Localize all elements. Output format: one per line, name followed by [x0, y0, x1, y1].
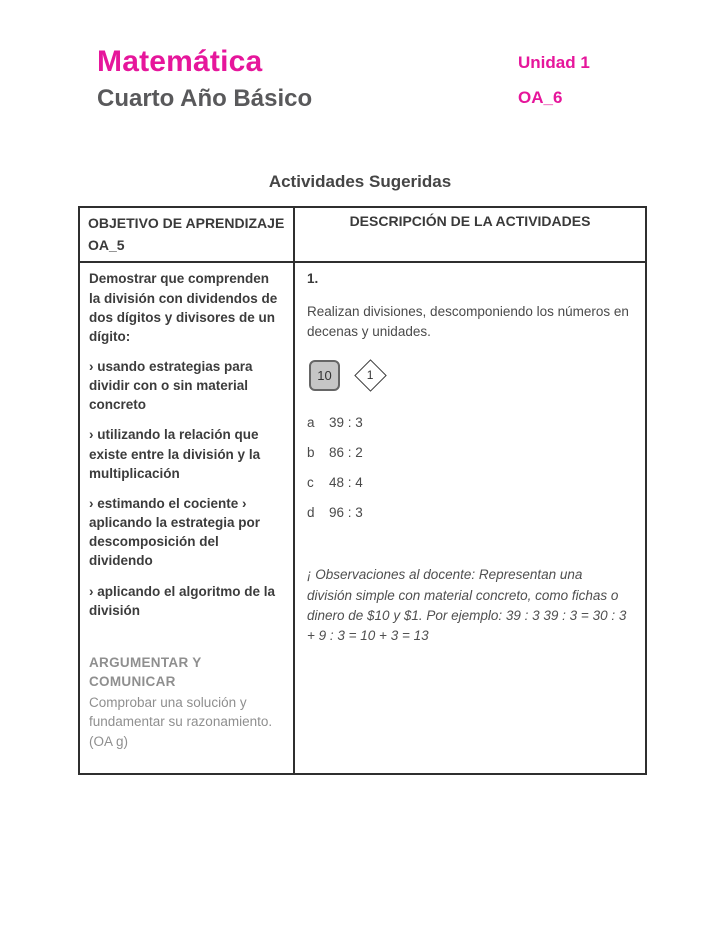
exercise-letter: b [307, 445, 315, 461]
activity-description: Realizan divisiones, descomponiendo los números en decenas y unidades. [307, 304, 629, 340]
exercise-row [307, 473, 633, 503]
oa-label: OA_6 [518, 88, 563, 107]
exercise-expression: 48 : 4 [329, 475, 363, 491]
doc-title: Matemática [97, 45, 263, 78]
objective-intro: Demostrar que comprenden la división con dividendos de dos dígitos y divisores de un dígito: [89, 271, 278, 344]
section-title: Actividades Sugeridas [268, 172, 452, 191]
objective-column-header [79, 207, 294, 262]
exercise-letter: d [307, 505, 315, 521]
exercise-row [307, 413, 633, 443]
skill-title: ARGUMENTAR Y COMUNICAR [89, 654, 202, 690]
table-header-row [79, 207, 646, 262]
description-column-header: DESCRIPCIÓN DE LA ACTIVIDADES [294, 207, 646, 262]
exercise-expression: 39 : 3 [329, 415, 363, 431]
objective-bullet: › aplicando el algoritmo de la división [89, 583, 276, 618]
objective-bullet: › usando estrategias para dividir con o sin material concreto [89, 359, 253, 413]
skill-block [89, 653, 284, 751]
exercise-list [307, 413, 633, 533]
objective-cell [79, 262, 294, 774]
doc-header-meta [518, 53, 590, 108]
exercise-row [307, 503, 633, 533]
objective-header-line1: OBJETIVO DE APRENDIZAJE [88, 215, 285, 231]
manipulative-tokens [309, 357, 633, 393]
exercise-expression: 86 : 2 [329, 445, 363, 461]
skill-text: Comprobar una solución y fundamentar su razonamiento. (OA g) [89, 695, 273, 749]
doc-header [97, 45, 312, 113]
objective-header-line2: OA_5 [88, 236, 125, 253]
teacher-note: ¡ Observaciones al docente: Representan una división simple con material concreto, como fichas o dinero de $10 y $1. Por ejemplo: 39 : 3 39 : 3 = 30 : 3 + 9 : 3 = 10 + 3 = 13 [307, 567, 627, 644]
exercise-row [307, 443, 633, 473]
activity-cell [294, 262, 646, 774]
activity-number: 1. [307, 271, 319, 287]
objective-bullet: › utilizando la relación que existe entre la división y la multiplicación [89, 427, 261, 481]
ones-diamond-icon: 1 [354, 359, 387, 392]
activities-table [78, 206, 647, 775]
objective-bullet: › estimando el cociente › aplicando la estrategia por descomposición del dividendo [89, 495, 261, 569]
doc-subtitle: Cuarto Año Básico [97, 85, 313, 112]
unit-label: Unidad 1 [518, 53, 590, 72]
exercise-letter: a [307, 415, 315, 431]
table-body-row [79, 262, 646, 774]
exercise-letter: c [307, 475, 314, 491]
exercise-expression: 96 : 3 [329, 505, 363, 521]
tens-block-icon: 10 [309, 360, 340, 391]
